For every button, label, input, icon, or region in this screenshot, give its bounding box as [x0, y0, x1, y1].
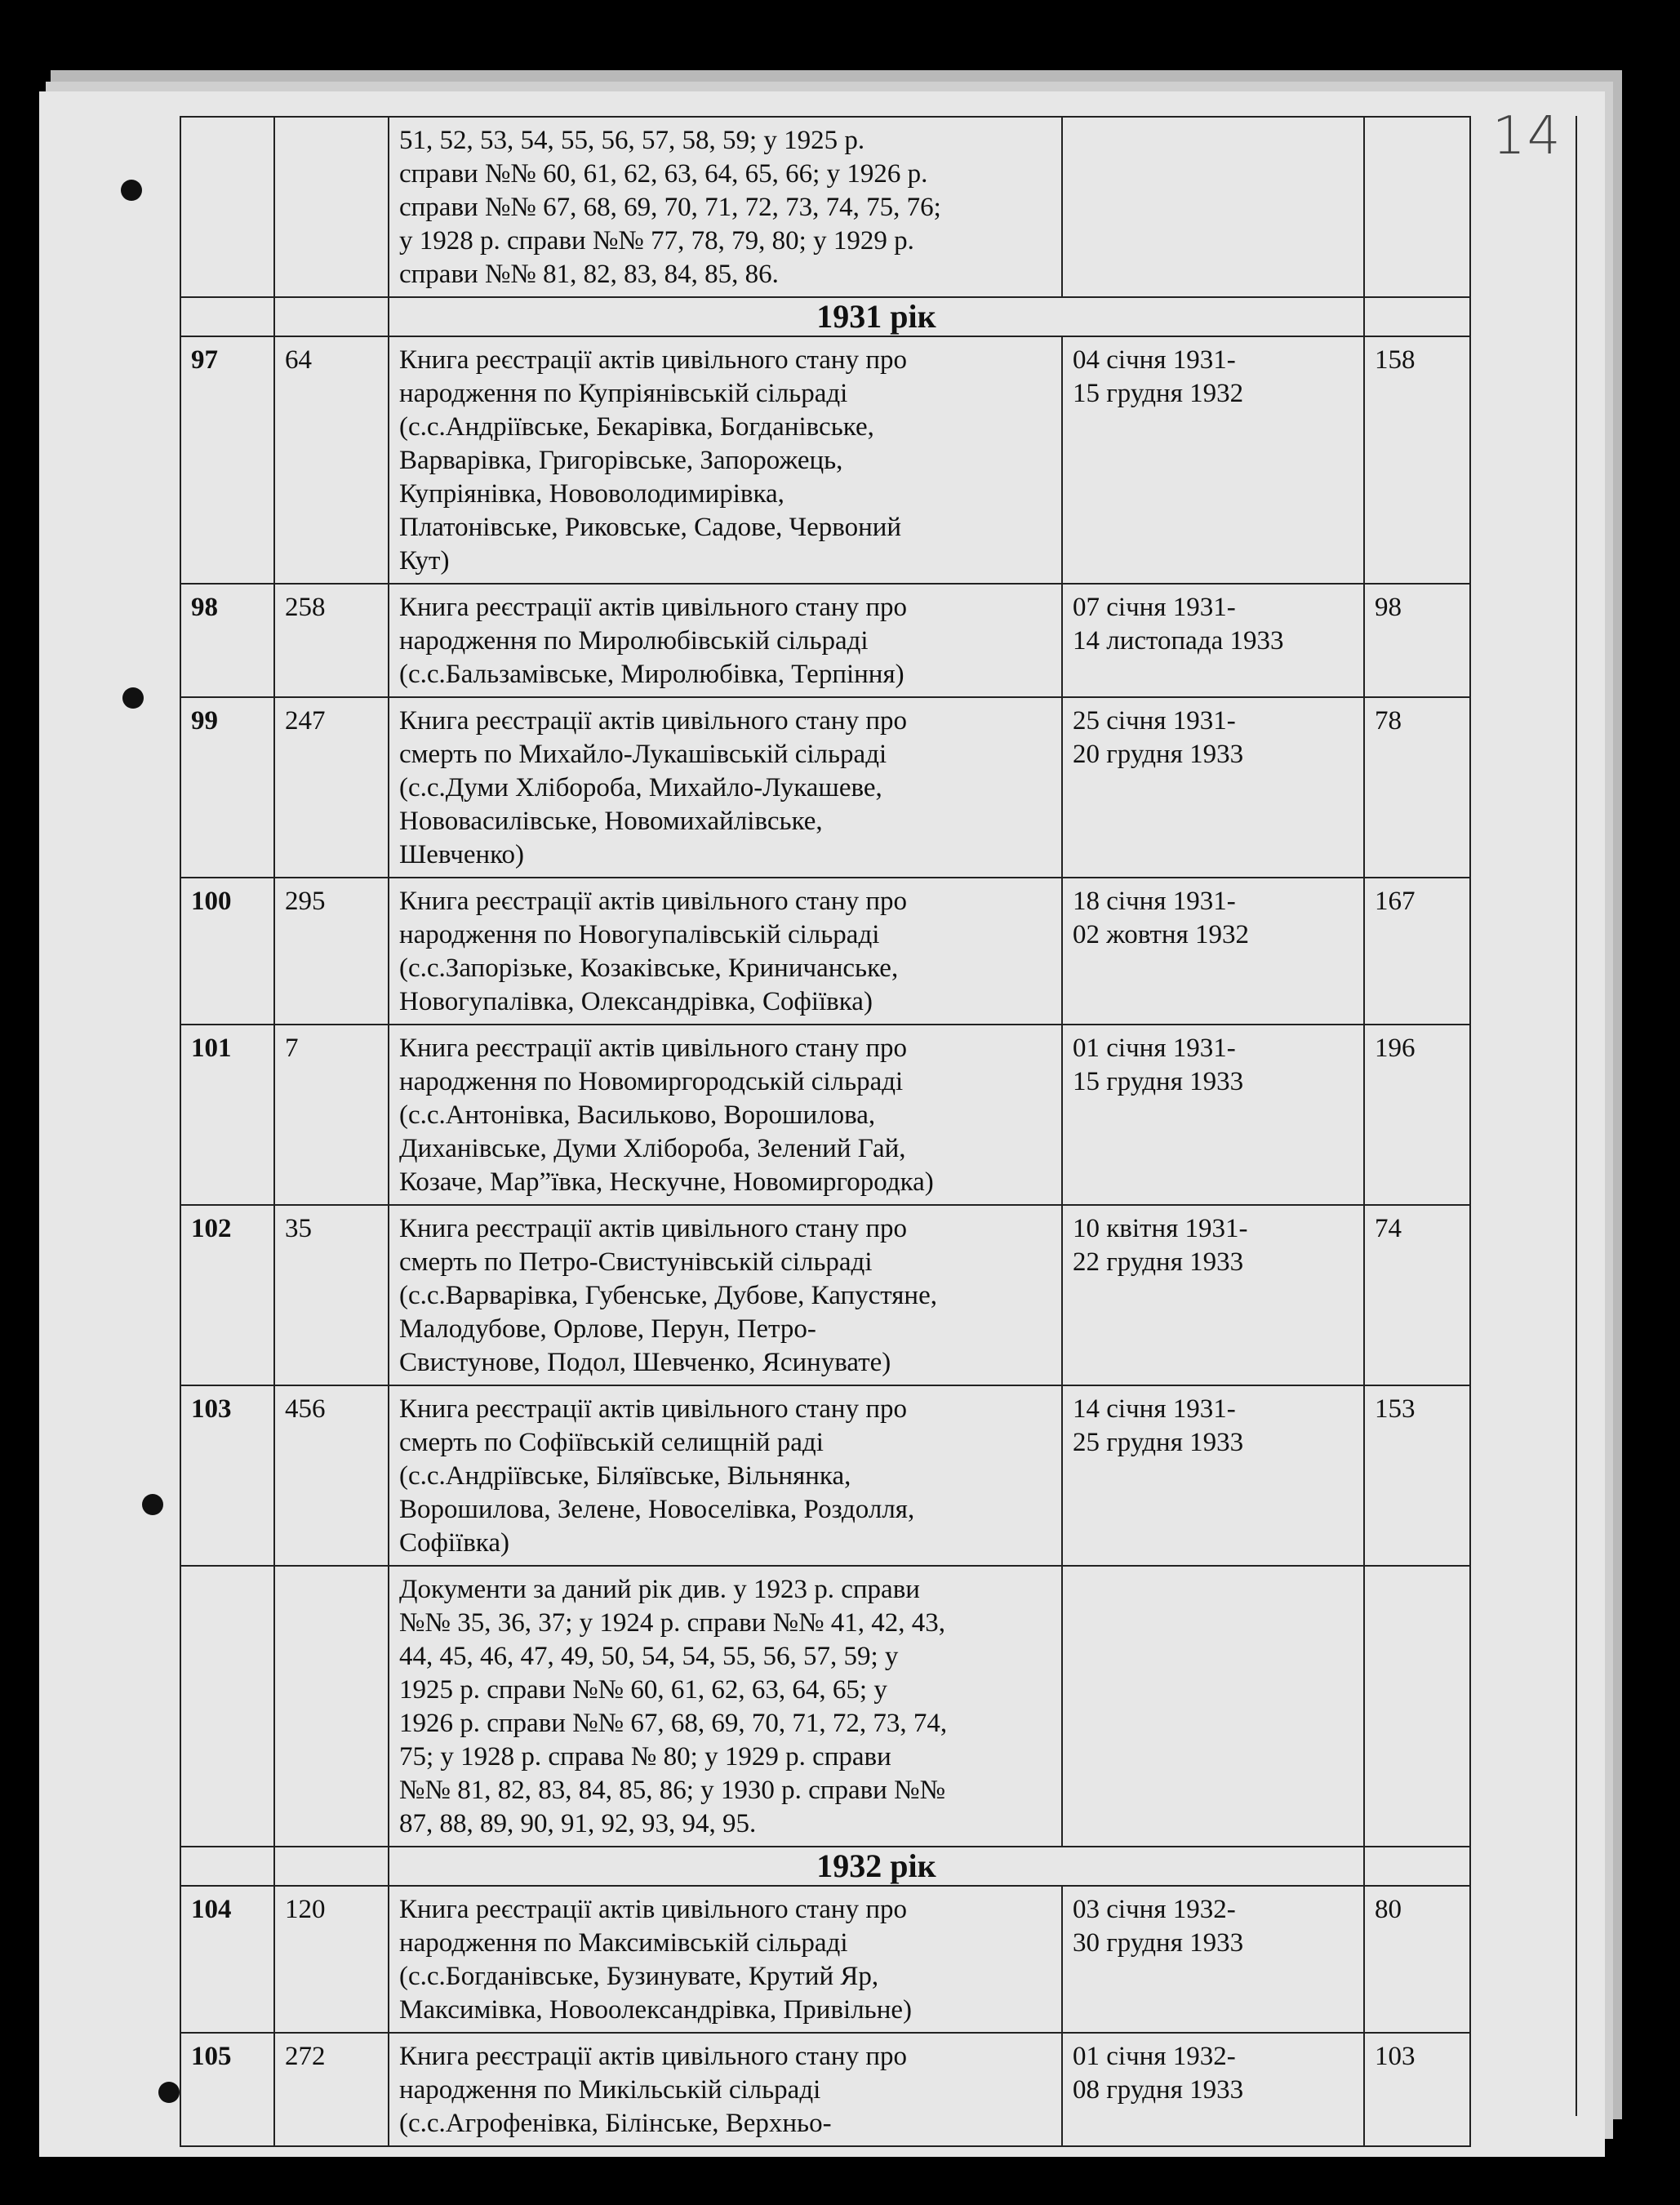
case-title-line: смерть по Петро-Свистунівській сільраді: [399, 1247, 873, 1277]
record-number-text: 104: [191, 1895, 232, 1924]
sheet-count-text: 103: [1375, 2042, 1416, 2071]
sheet-count-text: 153: [1375, 1394, 1416, 1424]
record-number: [180, 336, 274, 584]
case-title-line: (с.с.Бальзамівське, Миролюбівка, Терпіння): [399, 660, 904, 689]
note-line: 87, 88, 89, 90, 91, 92, 93, 94, 95.: [399, 1809, 757, 1838]
date-range: [1062, 584, 1364, 697]
case-number: [274, 697, 389, 878]
case-title-line: Шевченко): [399, 840, 525, 869]
record-number-text: 102: [191, 1214, 232, 1243]
punch-hole: [142, 1494, 163, 1515]
sheet-number: 14: [1492, 106, 1562, 167]
sheet-count: [1364, 117, 1470, 297]
sheet-count: [1364, 697, 1470, 878]
date-range: [1062, 2033, 1364, 2146]
case-number: [274, 878, 389, 1025]
case-number: [274, 1025, 389, 1205]
record-number: [180, 584, 274, 697]
record-number-text: 101: [191, 1034, 232, 1063]
case-number: [274, 1886, 389, 2033]
date-line: 25 січня 1931-: [1073, 706, 1236, 736]
date-line: 25 грудня 1933: [1073, 1428, 1244, 1457]
punch-hole: [121, 180, 142, 201]
date-line: 15 грудня 1932: [1073, 379, 1244, 408]
date-range: [1062, 1886, 1364, 2033]
case-title-line: Софіївка): [399, 1528, 509, 1558]
case-title-line: Новогупалівка, Олександрівка, Софіївка): [399, 987, 873, 1016]
case-number: [274, 1385, 389, 1566]
case-number-text: 258: [285, 593, 326, 622]
date-range: [1062, 117, 1364, 297]
case-title-line: (с.с.Андріївське, Бекарівка, Богданівське,: [399, 412, 874, 442]
date-line: 03 січня 1932-: [1073, 1895, 1236, 1924]
table-row: [180, 1385, 1470, 1566]
date-line: 22 грудня 1933: [1073, 1247, 1244, 1277]
case-title: [389, 117, 1062, 297]
case-title-line: (с.с.Антонівка, Васильково, Ворошилова,: [399, 1100, 876, 1130]
sheet-count: [1364, 1025, 1470, 1205]
note-line: справи №№ 67, 68, 69, 70, 71, 72, 73, 74, 75, 76;: [399, 193, 941, 222]
case-title-line: Кут): [399, 546, 450, 576]
record-number: [180, 297, 274, 336]
note-line: 1926 р. справи №№ 67, 68, 69, 70, 71, 72, 73, 74,: [399, 1709, 948, 1738]
case-title: [389, 1886, 1062, 2033]
sheet-count: [1364, 584, 1470, 697]
note-line: справи №№ 60, 61, 62, 63, 64, 65, 66; у 1926 р.: [399, 159, 928, 189]
sheet-count-text: 167: [1375, 887, 1416, 916]
date-line: 30 грудня 1933: [1073, 1928, 1244, 1958]
case-title-line: (с.с.Запорізьке, Козаківське, Криничанське,: [399, 954, 899, 983]
case-title-line: Малодубове, Орлове, Перун, Петро-: [399, 1314, 816, 1344]
table-row: [180, 336, 1470, 584]
case-number-text: 120: [285, 1895, 326, 1924]
note-line: 44, 45, 46, 47, 49, 50, 54, 54, 55, 56, 57, 59; у: [399, 1642, 899, 1671]
case-title-line: Диханівське, Думи Хлібороба, Зелений Гай,: [399, 1134, 906, 1163]
case-number: [274, 1847, 389, 1886]
case-title-line: Нововасилівське, Новомихайлівське,: [399, 807, 823, 836]
date-line: 14 січня 1931-: [1073, 1394, 1236, 1424]
record-number-text: 97: [191, 345, 218, 375]
year-heading-text: 1932 рік: [816, 1847, 936, 1884]
case-number-text: 64: [285, 345, 312, 375]
date-line: 02 жовтня 1932: [1073, 920, 1249, 949]
case-title: [389, 1385, 1062, 1566]
case-number: [274, 117, 389, 297]
case-number-text: 295: [285, 887, 326, 916]
sheet-count: [1364, 297, 1470, 336]
case-title: [389, 878, 1062, 1025]
record-number: [180, 1025, 274, 1205]
case-title: [389, 1566, 1062, 1847]
case-title: [389, 1025, 1062, 1205]
case-title-line: Свистунове, Подол, Шевченко, Ясинувате): [399, 1348, 891, 1377]
case-title-line: (с.с.Думи Хлібороба, Михайло-Лукашеве,: [399, 773, 882, 802]
case-title-line: (с.с.Андріївське, Біляївське, Вільнянка,: [399, 1461, 851, 1491]
case-title-line: Ворошилова, Зелене, Новоселівка, Роздолля,: [399, 1495, 915, 1524]
sheet-count-text: 196: [1375, 1034, 1416, 1063]
note-line: 75; у 1928 р. справа № 80; у 1929 р. справи: [399, 1742, 891, 1772]
table-row: [180, 1205, 1470, 1385]
record-number: [180, 1886, 274, 2033]
sheet-count: [1364, 336, 1470, 584]
case-title-line: народження по Миролюбівській сільраді: [399, 626, 869, 656]
case-number-text: 272: [285, 2042, 326, 2071]
date-line: 15 грудня 1933: [1073, 1067, 1244, 1096]
case-number: [274, 584, 389, 697]
case-title: [389, 584, 1062, 697]
case-number: [274, 2033, 389, 2146]
case-title-line: Книга реєстрації актів цивільного стану про: [399, 1214, 908, 1243]
note-row: [180, 1566, 1470, 1847]
case-title-line: народження по Купріянівській сільраді: [399, 379, 848, 408]
date-line: 01 січня 1932-: [1073, 2042, 1236, 2071]
case-title-line: Книга реєстрації актів цивільного стану про: [399, 887, 908, 916]
case-number-text: 35: [285, 1214, 312, 1243]
sheet-count-text: 80: [1375, 1895, 1402, 1924]
case-title: [389, 336, 1062, 584]
record-number-text: 105: [191, 2042, 232, 2071]
case-title-line: Книга реєстрації актів цивільного стану про: [399, 1895, 908, 1924]
punch-hole: [158, 2082, 180, 2103]
record-number: [180, 2033, 274, 2146]
year-row-1932: [180, 1847, 1470, 1886]
note-line: 1925 р. справи №№ 60, 61, 62, 63, 64, 65; у: [399, 1675, 887, 1705]
table-row: [180, 1025, 1470, 1205]
date-line: 20 грудня 1933: [1073, 740, 1244, 769]
case-title-line: смерть по Михайло-Лукашівській сільраді: [399, 740, 887, 769]
sheet-count-text: 98: [1375, 593, 1402, 622]
notes-column-line: [1469, 116, 1471, 2116]
year-heading-text: 1931 рік: [816, 298, 936, 335]
register-table: [180, 116, 1471, 2147]
case-title-line: Книга реєстрації актів цивільного стану про: [399, 2042, 908, 2071]
date-line: 10 квітня 1931-: [1073, 1214, 1248, 1243]
case-number-text: 7: [285, 1034, 299, 1063]
date-line: 01 січня 1931-: [1073, 1034, 1236, 1063]
case-title-line: Купріянівка, Нововолодимирівка,: [399, 479, 784, 509]
record-number-text: 103: [191, 1394, 232, 1424]
year-heading: [389, 1847, 1364, 1886]
record-number: [180, 1205, 274, 1385]
case-number-text: 247: [285, 706, 326, 736]
case-title-line: Козаче, Мар”ївка, Нескучне, Новомиргородка): [399, 1167, 934, 1197]
case-title-line: Платонівське, Риковське, Садове, Червоний: [399, 513, 902, 542]
case-title-line: народження по Максимівській сільраді: [399, 1928, 848, 1958]
note-line: справи №№ 81, 82, 83, 84, 85, 86.: [399, 260, 779, 289]
case-title-line: Книга реєстрації актів цивільного стану про: [399, 593, 908, 622]
year-heading: [389, 297, 1364, 336]
sheet-count: [1364, 1886, 1470, 2033]
case-title-line: Книга реєстрації актів цивільного стану про: [399, 1034, 908, 1063]
case-title-line: народження по Новогупалівській сільраді: [399, 920, 880, 949]
record-number: [180, 1385, 274, 1566]
case-number: [274, 336, 389, 584]
date-range: [1062, 878, 1364, 1025]
record-number-text: 100: [191, 887, 232, 916]
case-title: [389, 2033, 1062, 2146]
record-number: [180, 1566, 274, 1847]
date-range: [1062, 336, 1364, 584]
table-row: [180, 878, 1470, 1025]
note-line: у 1928 р. справи №№ 77, 78, 79, 80; у 1929 р.: [399, 226, 914, 256]
note-line: №№ 81, 82, 83, 84, 85, 86; у 1930 р. справи №№: [399, 1776, 946, 1805]
date-range: [1062, 1385, 1364, 1566]
case-title: [389, 697, 1062, 878]
sheet-count-text: 74: [1375, 1214, 1402, 1243]
sheet-count: [1364, 1847, 1470, 1886]
table-row: [180, 584, 1470, 697]
year-row-1931: [180, 297, 1470, 336]
note-line: 51, 52, 53, 54, 55, 56, 57, 58, 59; у 1925 р.: [399, 126, 865, 155]
date-range: [1062, 1566, 1364, 1847]
table-row: [180, 697, 1470, 878]
case-title-line: народження по Новомиргородській сільраді: [399, 1067, 904, 1096]
sheet-count: [1364, 1566, 1470, 1847]
case-number: [274, 1205, 389, 1385]
date-line: 08 грудня 1933: [1073, 2075, 1244, 2105]
note-line: Документи за даний рік див. у 1923 р. справи: [399, 1575, 920, 1604]
sheet-count: [1364, 1205, 1470, 1385]
date-range: [1062, 1025, 1364, 1205]
case-title-line: Книга реєстрації актів цивільного стану про: [399, 1394, 908, 1424]
case-number: [274, 297, 389, 336]
sheet-count-text: 158: [1375, 345, 1416, 375]
case-title-line: Максимівка, Новоолександрівка, Привільне): [399, 1995, 913, 2025]
case-title-line: Варварівка, Григорівське, Запорожець,: [399, 446, 843, 475]
case-title-line: Книга реєстрації актів цивільного стану про: [399, 345, 908, 375]
case-title-line: (с.с.Богданівське, Бузинувате, Крутий Яр,: [399, 1962, 879, 1991]
date-range: [1062, 697, 1364, 878]
case-number: [274, 1566, 389, 1847]
case-title-line: смерть по Софіївській селищній раді: [399, 1428, 824, 1457]
document-page: [39, 91, 1605, 2157]
punch-hole: [122, 687, 144, 709]
sheet-count-text: 78: [1375, 706, 1402, 736]
date-line: 07 січня 1931-: [1073, 593, 1236, 622]
continuation-row: [180, 117, 1470, 297]
outer-column-line: [1576, 116, 1577, 2116]
note-line: №№ 35, 36, 37; у 1924 р. справи №№ 41, 42, 43,: [399, 1608, 946, 1638]
case-title-line: народження по Микільській сільраді: [399, 2075, 821, 2105]
case-title: [389, 1205, 1062, 1385]
sheet-count: [1364, 2033, 1470, 2146]
date-line: 04 січня 1931-: [1073, 345, 1236, 375]
sheet-count: [1364, 1385, 1470, 1566]
case-title-line: (с.с.Варварівка, Губенське, Дубове, Капустяне,: [399, 1281, 937, 1310]
case-title-line: Книга реєстрації актів цивільного стану про: [399, 706, 908, 736]
record-number: [180, 117, 274, 297]
case-title-line: (с.с.Агрофенівка, Білінське, Верхньо-: [399, 2109, 832, 2138]
record-number: [180, 697, 274, 878]
record-number: [180, 878, 274, 1025]
record-number-text: 98: [191, 593, 218, 622]
date-line: 14 листопада 1933: [1073, 626, 1284, 656]
case-number-text: 456: [285, 1394, 326, 1424]
table-row: [180, 1886, 1470, 2033]
table-row: [180, 2033, 1470, 2146]
sheet-count: [1364, 878, 1470, 1025]
date-range: [1062, 1205, 1364, 1385]
date-line: 18 січня 1931-: [1073, 887, 1236, 916]
record-number-text: 99: [191, 706, 218, 736]
record-number: [180, 1847, 274, 1886]
